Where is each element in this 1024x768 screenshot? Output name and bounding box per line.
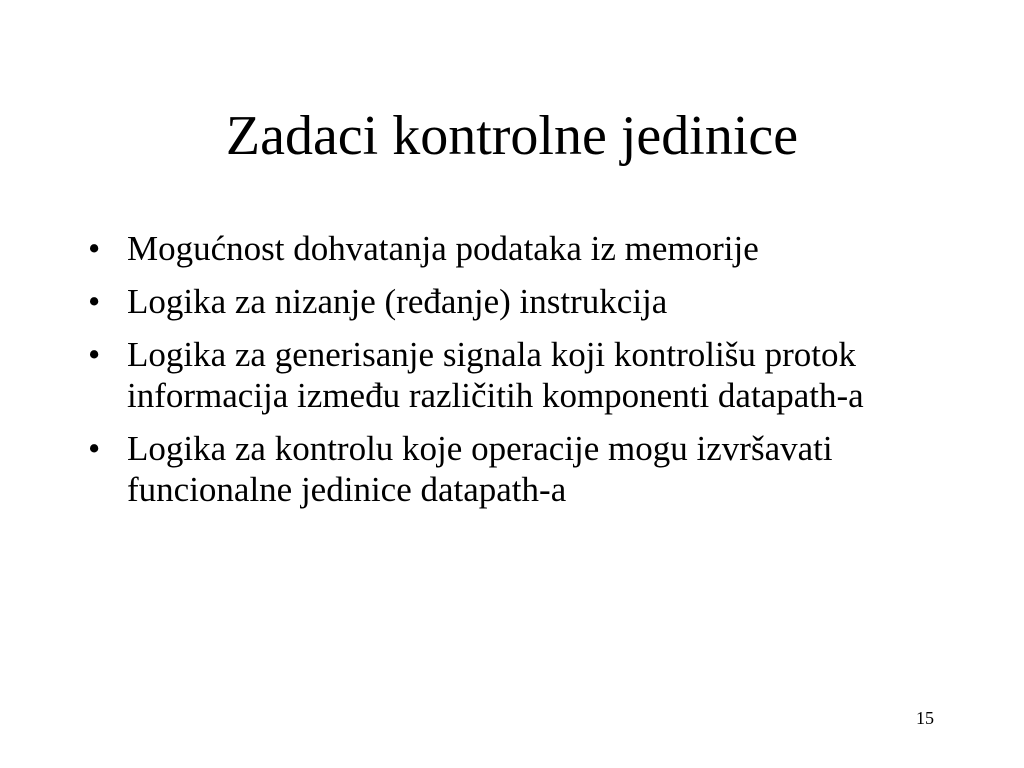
bullet-item xyxy=(82,281,942,322)
bullet-text: Logika za nizanje (ređanje) instrukcija xyxy=(127,282,668,321)
bullet-icon: • xyxy=(88,229,101,268)
bullet-text: Logika za generisanje signala koji kontrolišu protok informacija između različitih komponenti datapath-a xyxy=(127,335,864,415)
slide-title: Zadaci kontrolne jedinice xyxy=(225,105,799,167)
bullet-item xyxy=(82,428,942,510)
bullet-item xyxy=(82,228,942,269)
page-number: 15 xyxy=(916,708,934,728)
bullet-text: Logika za kontrolu koje operacije mogu izvršavati funcionalne jedinice datapath-a xyxy=(127,429,833,509)
bullet-list xyxy=(82,228,942,522)
bullet-icon: • xyxy=(88,282,101,321)
bullet-text: Mogućnost dohvatanja podataka iz memorije xyxy=(127,229,759,268)
bullet-icon: • xyxy=(88,429,101,468)
bullet-icon: • xyxy=(88,335,101,374)
bullet-item xyxy=(82,334,942,416)
